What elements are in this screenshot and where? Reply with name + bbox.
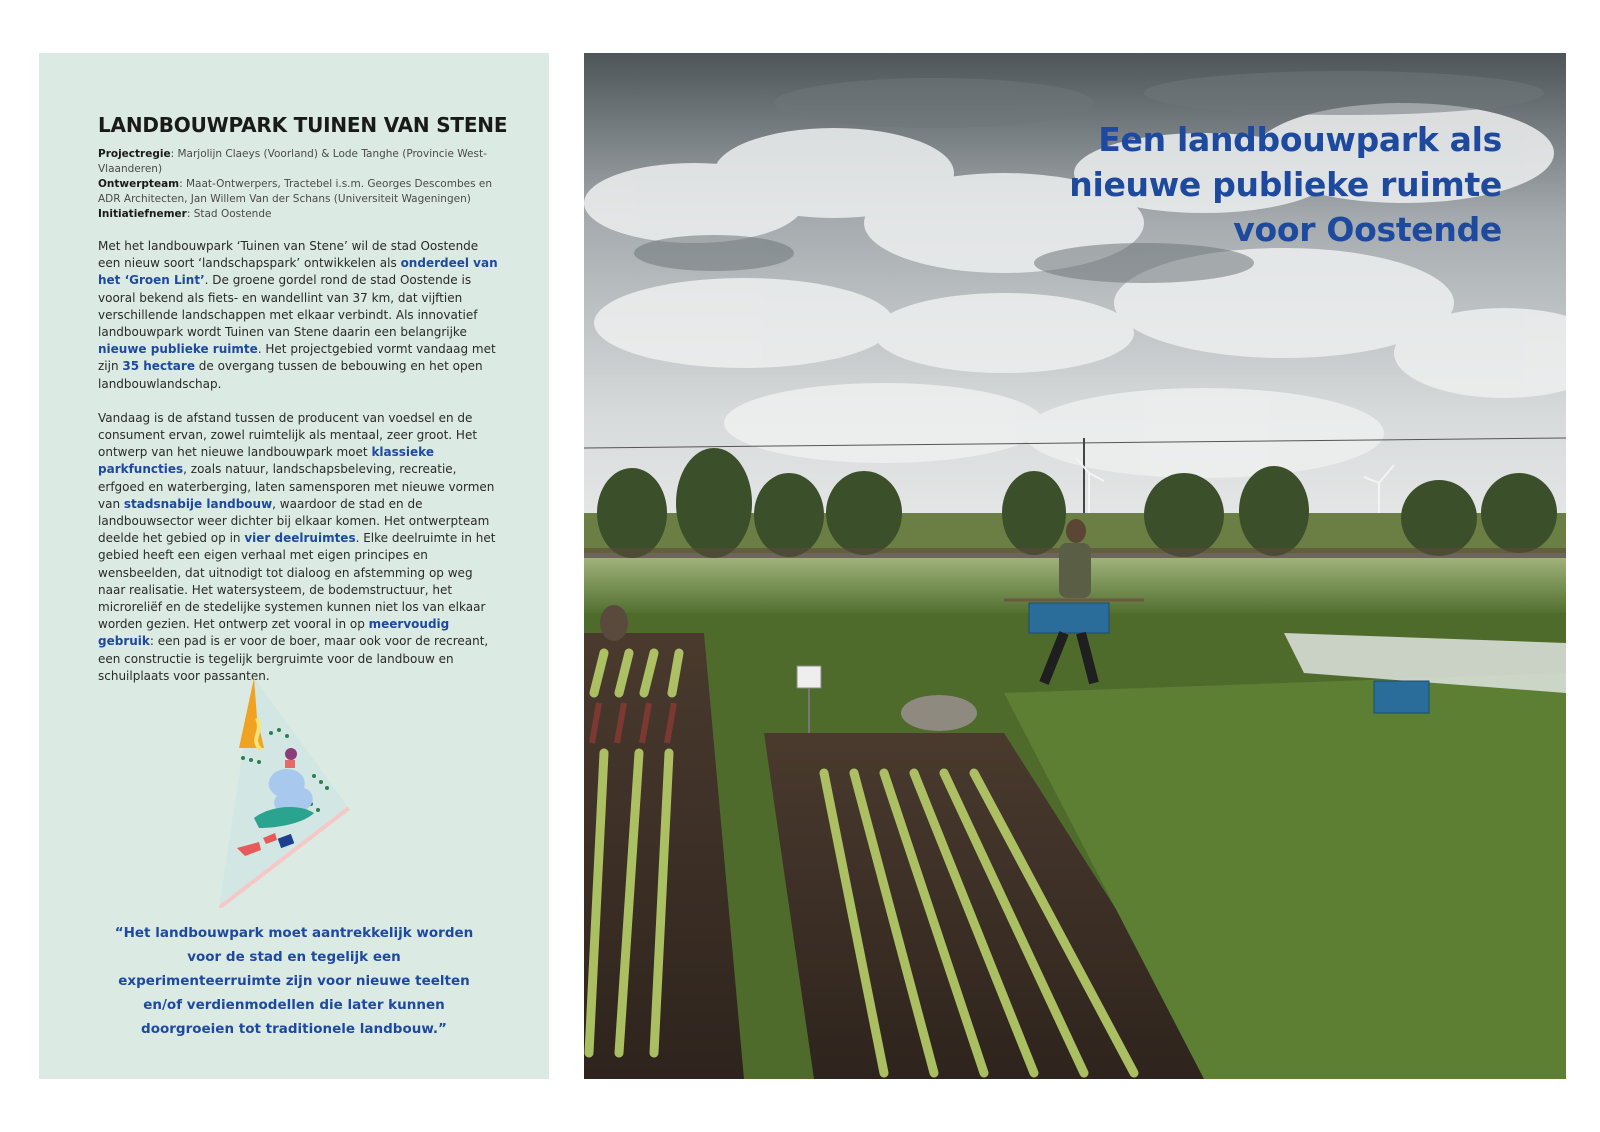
credit-initiatiefnemer: Initiatiefnemer: Stad Oostende (98, 208, 272, 220)
highlight-parkfuncties: klassieke parkfuncties (98, 445, 434, 477)
highlight-deelruimtes: vier deelruimtes (244, 531, 356, 546)
highlight-publieke-ruimte: nieuwe publieke ruimte (98, 342, 258, 357)
headline (942, 117, 1502, 252)
highlight-hectare: 35 hectare (122, 359, 195, 374)
body-text (98, 238, 498, 702)
headline-line-1: Een landbouwpark als (1098, 120, 1502, 159)
paragraph-1: Met het landbouwpark ‘Tuinen van Stene’ wil de stad Oostende een nieuw soort ‘landschapspark’ ontwikkelen als onderdeel van het ‘Groen Lint’. De groene gordel rond de stad Oostende is vooral bekend als fiets- en wandellint van 37 km, dat vijftien verschillende landschappen met elkaar verbindt. Als innovatief landbouwpark wordt Tuinen van Stene daarin een belangrijke nieuwe publieke ruimte. Het projectgebied vormt vandaag met zijn 35 hectare de overgang tussen de bebouwing en het open landbouwlandschap. (98, 239, 498, 391)
credit-ontwerpteam: Ontwerpteam: Maat-Ontwerpers, Tractebel i.s.m. Georges Descombes en ADR Architecten, Jan Willem Van der Schans (Universiteit Wageningen) (98, 178, 492, 205)
credit-projectregie: Projectregie: Marjolijn Claeys (Voorland) & Lode Tanghe (Provincie West-Vlaanderen) (98, 148, 487, 175)
highlight-groen-lint: onderdeel van het ‘Groen Lint’ (98, 256, 498, 288)
page-title: LANDBOUWPARK TUINEN VAN STENE (98, 113, 508, 137)
farm-field-photo (584, 53, 1566, 1079)
headline-line-2: nieuwe publieke ruimte (1069, 165, 1502, 204)
pull-quote: “Het landbouwpark moet aantrekkelijk worden voor de stad en tegelijk een experimenteerruimte zijn voor nieuwe teelten en/of verdienmodellen die later kunnen doorgroeien tot traditionele landbouw.” (114, 925, 474, 1037)
site-diagram-illustration (219, 678, 359, 908)
info-panel (39, 53, 549, 1079)
highlight-stadsnabije-landbouw: stadsnabije landbouw (123, 496, 273, 511)
headline-line-3: voor Oostende (1233, 210, 1502, 249)
project-credits (98, 147, 508, 222)
paragraph-2: Vandaag is de afstand tussen de producent van voedsel en de consument ervan, zowel ruimtelijk als mentaal, zeer groot. Het ontwerp van het nieuwe landbouwpark moet klassieke parkfuncties, zoals natuur, landschapsbeleving, recreatie, erfgoed en waterberging, laten samensporen met nieuwe vormen van stadsnabije landbouw, waardoor de stad en de landbouwsector weer dichter bij elkaar komen. Het ontwerpteam deelde het gebied op in vier deelruimtes. Elke deelruimte in het gebied heeft een eigen verhaal met eigen principes en wensbeelden, dat uitnodigt tot dialoog en afstemming op weg naar realisatie. Het watersysteem, de bodemstructuur, het microreliëf en de stedelijke systemen kunnen niet los van elkaar worden gezien. Het ontwerp zet vooral in op meervoudig gebruik: een pad is er voor de boer, maar ook voor de recreant, een constructie is tegelijk bergruimte voor de landbouw en schuilplaats voor passanten. (98, 410, 496, 683)
highlight-meervoudig-gebruik: meervoudig gebruik (98, 617, 450, 649)
